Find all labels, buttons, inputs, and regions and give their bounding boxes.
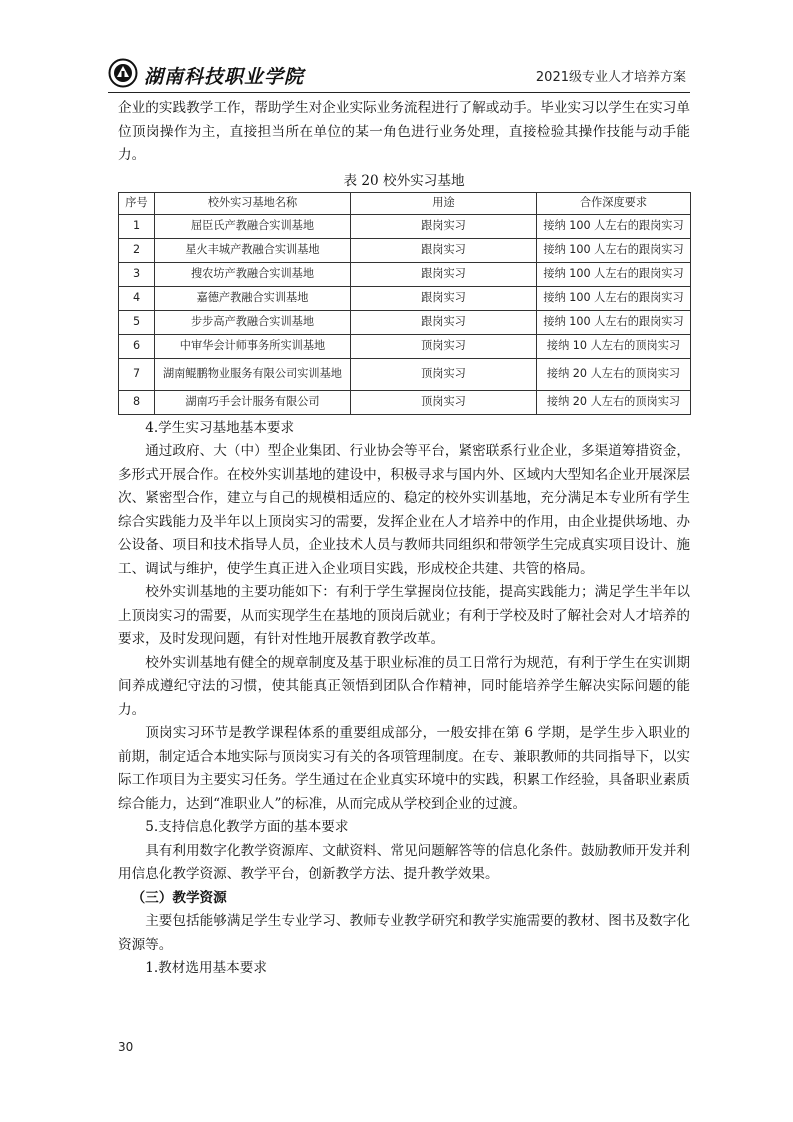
cell-index: 8 [119,390,155,414]
table-caption: 表 20 校外实习基地 [343,172,465,189]
cell-purpose: 顶岗实习 [351,358,537,390]
cell-base-name: 中审华会计师事务所实训基地 [155,334,351,358]
table-row [119,390,691,414]
school-name: 湖南科技职业学院 [144,66,305,88]
header-index: 序号 [119,192,155,214]
cell-base-name: 星火丰城产教融合实训基地 [155,238,351,262]
cell-index: 1 [119,214,155,238]
table-row [119,334,691,358]
page-content [118,97,690,981]
table-row [119,358,691,390]
cell-purpose: 顶岗实习 [351,334,537,358]
table-row [119,262,691,286]
section5-paragraph-1: 具有利用数字化教学资源库、文献资料、常见问题解答等的信息化条件。鼓励教师开发并利用信息化教学资源、教学平台，创新教学方法、提升教学效果。 [118,842,690,882]
cell-cooperation: 接纳 20 人左右的顶岗实习 [537,358,691,390]
table-row [119,238,691,262]
cell-purpose: 跟岗实习 [351,214,537,238]
section4-paragraph-1: 通过政府、大（中）型企业集团、行业协会等平台，紧密联系行业企业，多渠道筹措资金，多形式开展合作。在校外实训基地的建设中，积极寻求与国内外、区域内大型知名企业开展深层次、紧密型合作，建立与自己的规模相适应的、稳定的校外实训基地，充分满足本专业所有学生综合实践能力及半年以上顶岗实习的需要，发挥企业在人才培养中的作用，由企业提供场地、办公设备、项目和技术指导人员，企业技术人员与教师共同组织和带领学生完成真实项目设计、施工、调试与维护，使学生真正进入企业项目实践，形成校企共建、共管的格局。 [118,443,690,577]
section4-heading: 4.学生实习基地基本要求 [145,419,295,436]
document-title: 2021级专业人才培养方案 [535,70,686,85]
section4-paragraph-3: 校外实训基地有健全的规章制度及基于职业标准的员工日常行为规范，有利于学生在实训期间养成遵纪守法的习惯，使其能真正领悟到团队合作精神，同时能培养学生解决实际问题的能力。 [118,654,690,718]
cell-index: 4 [119,286,155,310]
header-purpose: 用途 [351,192,537,214]
section3-subheading: 1.教材选用基本要求 [145,960,267,976]
table-header-row [119,192,691,214]
cell-purpose: 跟岗实习 [351,286,537,310]
internship-base-table [118,192,691,415]
cell-purpose: 跟岗实习 [351,310,537,334]
page-header [108,56,690,93]
header-base-name: 校外实习基地名称 [155,192,351,214]
school-logo-icon [108,58,138,88]
table-row [119,286,691,310]
section4-paragraph-4: 顶岗实习环节是教学课程体系的重要组成部分，一般安排在第 6 学期，是学生步入职业的前期，制定适合本地实际与顶岗实习有关的各项管理制度。在专、兼职教师的共同指导下，以实际工作项目为主要实习任务。学生通过在企业真实环境中的实践，积累工作经验，具备职业素质综合能力，达到“准职业人”的标准，从而完成从学校到企业的过渡。 [118,725,690,812]
cell-cooperation: 接纳 100 人左右的跟岗实习 [537,262,691,286]
table-row [119,214,691,238]
cell-base-name: 步步高产教融合实训基地 [155,310,351,334]
cell-purpose: 顶岗实习 [351,390,537,414]
section4-paragraph-2: 校外实训基地的主要功能如下：有利于学生掌握岗位技能，提高实践能力；满足学生半年以上顶岗实习的需要，从而实现学生在基地的顶岗后就业；有利于学校及时了解社会对人才培养的要求，及时发现问题，有针对性地开展教育教学改革。 [118,584,690,647]
table-row [119,310,691,334]
cell-cooperation: 接纳 10 人左右的顶岗实习 [537,334,691,358]
section3-heading: （三）教学资源 [131,889,227,906]
cell-cooperation: 接纳 100 人左右的跟岗实习 [537,310,691,334]
cell-purpose: 跟岗实习 [351,262,537,286]
cell-index: 6 [119,334,155,358]
cell-base-name: 嘉德产教融合实训基地 [155,286,351,310]
cell-index: 7 [119,358,155,390]
cell-index: 3 [119,262,155,286]
cell-cooperation: 接纳 100 人左右的跟岗实习 [537,238,691,262]
cell-cooperation: 接纳 100 人左右的跟岗实习 [537,214,691,238]
cell-base-name: 搜农坊产教融合实训基地 [155,262,351,286]
cell-cooperation: 接纳 100 人左右的跟岗实习 [537,286,691,310]
cell-base-name: 湖南巧手会计服务有限公司 [155,390,351,414]
header-cooperation: 合作深度要求 [537,192,691,214]
cell-index: 5 [119,310,155,334]
cell-purpose: 跟岗实习 [351,238,537,262]
cell-index: 2 [119,238,155,262]
intro-paragraph: 企业的实践教学工作，帮助学生对企业实际业务流程进行了解或动手。毕业实习以学生在实习单位顶岗操作为主，直接担当所在单位的某一角色进行业务处理，直接检验其操作技能与动手能力。 [118,100,690,163]
section5-heading: 5.支持信息化教学方面的基本要求 [145,819,349,835]
cell-base-name: 湖南鲲鹏物业服务有限公司实训基地 [155,358,351,390]
section3-paragraph-1: 主要包括能够满足学生专业学习、教师专业教学研究和教学实施需要的教材、图书及数字化资源等。 [118,913,690,953]
cell-base-name: 屈臣氏产教融合实训基地 [155,214,351,238]
cell-cooperation: 接纳 20 人左右的顶岗实习 [537,390,691,414]
page-number: 30 [118,1040,134,1054]
